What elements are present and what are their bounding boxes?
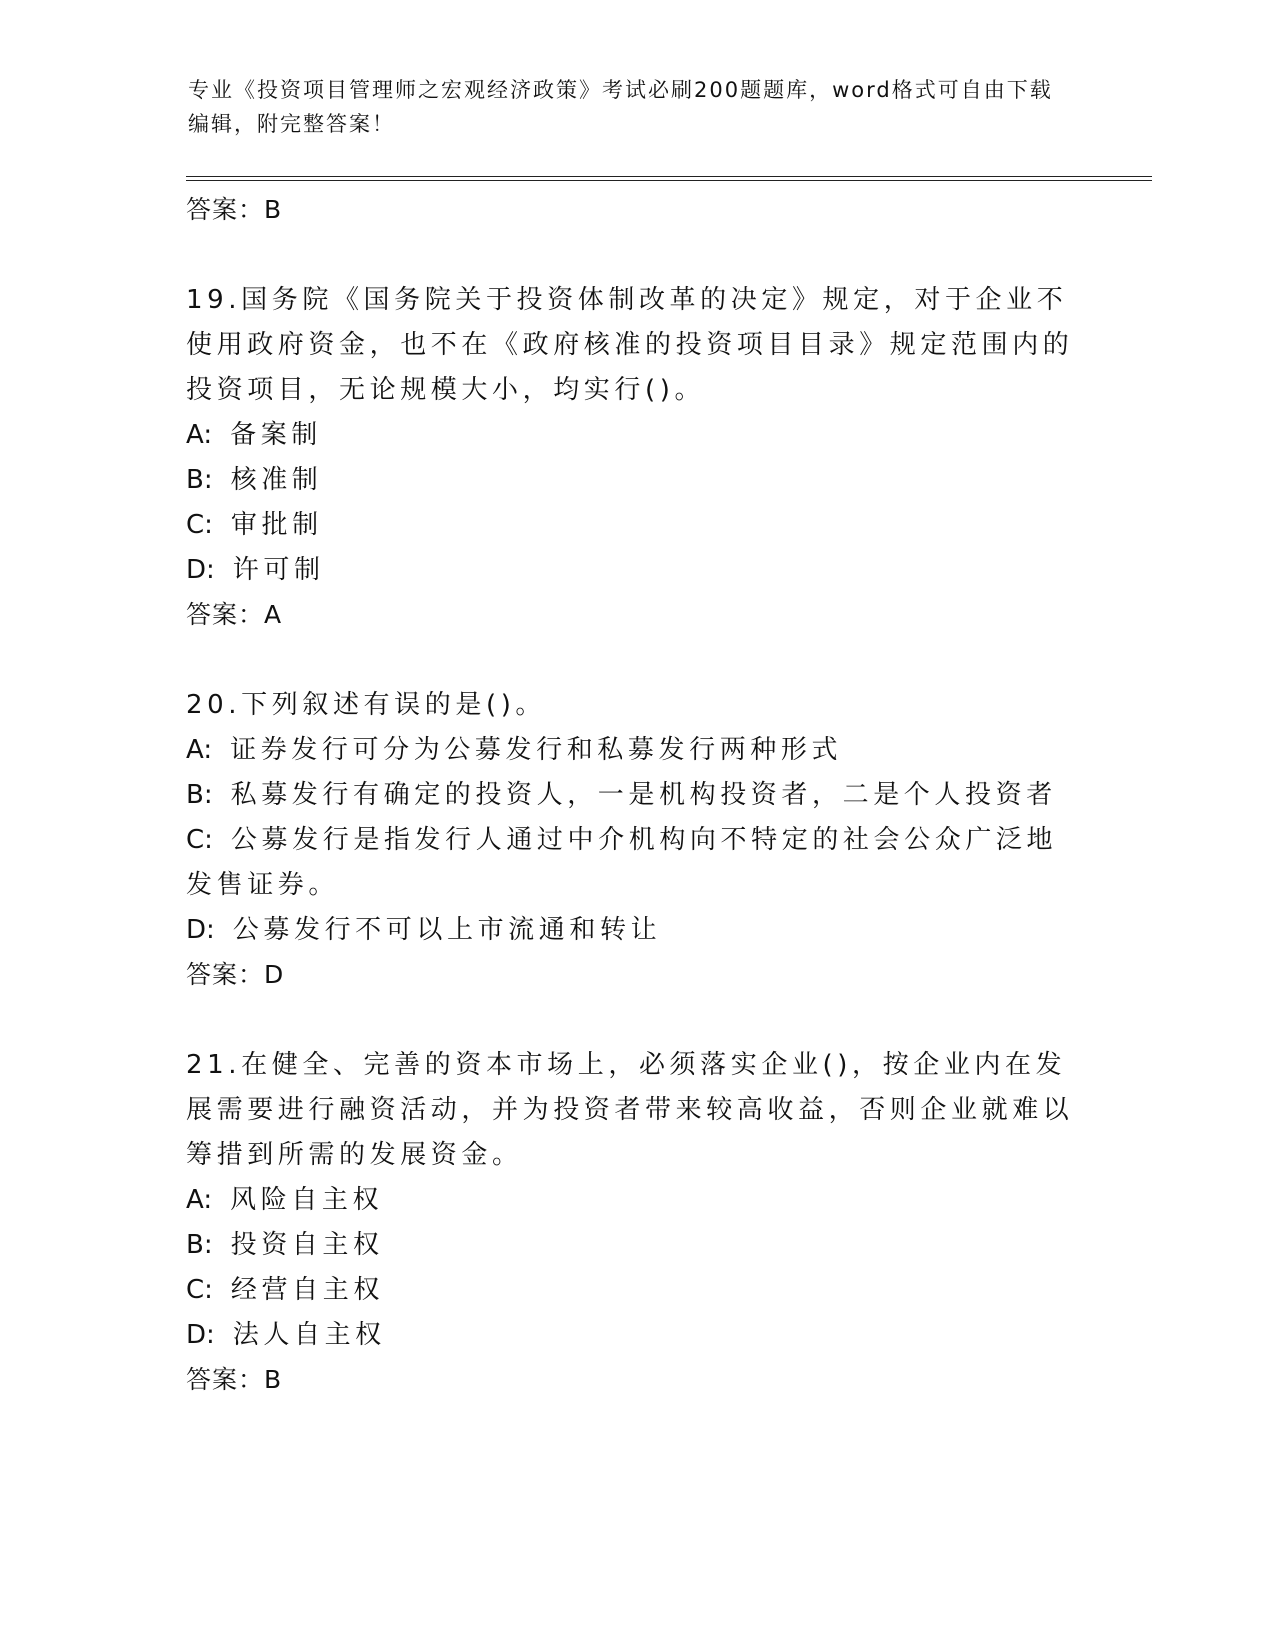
option-key: A:: [186, 1185, 213, 1215]
option-key: B:: [186, 780, 213, 810]
option-key: C:: [186, 825, 213, 855]
option-text: 公募发行是指发行人通过中介机构向不特定的社会公众广泛地发售证券。: [186, 825, 1058, 900]
document-body: [186, 188, 1086, 1402]
option-key: C:: [186, 1275, 213, 1305]
option-text: 经营自主权: [230, 1275, 384, 1305]
option-text: 法人自主权: [232, 1320, 386, 1350]
document-header: 专业《投资项目管理师之宏观经济政策》考试必刷200题题库，word格式可自由下载编辑，附完整答案！: [188, 78, 1053, 136]
option-d: [186, 1313, 1086, 1358]
option-text: 备案制: [230, 420, 322, 450]
option-c: [186, 818, 1086, 908]
option-text: 公募发行不可以上市流通和转让: [232, 915, 662, 945]
header-divider: [186, 176, 1152, 181]
option-text: 许可制: [232, 555, 325, 585]
option-key: D:: [186, 555, 215, 585]
option-key: A:: [186, 735, 213, 765]
option-c: [186, 503, 1086, 548]
question-20: [186, 683, 1086, 997]
option-a: [186, 1178, 1086, 1223]
answer-line: 答案：A: [186, 600, 283, 629]
answer-line: 答案：B: [186, 1365, 283, 1394]
option-text: 投资自主权: [230, 1230, 384, 1260]
option-text: 核准制: [230, 465, 323, 495]
option-key: D:: [186, 1320, 215, 1350]
question-text: 21.在健全、完善的资本市场上，必须落实企业()，按企业内在发展需要进行融资活动，并为投资者带来较高收益，否则企业就难以筹措到所需的发展资金。: [186, 1050, 1074, 1170]
question-21: [186, 1043, 1086, 1402]
question-text: 20.下列叙述有误的是()。: [186, 690, 547, 720]
option-key: B:: [186, 1230, 213, 1260]
option-a: [186, 413, 1086, 458]
option-text: 审批制: [230, 510, 323, 540]
option-key: B:: [186, 465, 213, 495]
answer-line: 答案：D: [186, 960, 285, 989]
option-a: [186, 728, 1086, 773]
option-text: 证券发行可分为公募发行和私募发行两种形式: [230, 735, 843, 765]
option-c: [186, 1268, 1086, 1313]
option-text: 风险自主权: [230, 1185, 384, 1215]
option-b: [186, 1223, 1086, 1268]
option-text: 私募发行有确定的投资人，一是机构投资者，二是个人投资者: [230, 780, 1057, 810]
option-key: A:: [186, 420, 213, 450]
answer-line: 答案：B: [186, 195, 283, 224]
option-d: [186, 548, 1086, 593]
option-b: [186, 458, 1086, 503]
option-d: [186, 908, 1086, 953]
option-key: C:: [186, 510, 213, 540]
question-text: 19.国务院《国务院关于投资体制改革的决定》规定，对于企业不使用政府资金，也不在《政府核准的投资项目目录》规定范围内的投资项目，无论规模大小，均实行()。: [186, 285, 1074, 405]
option-key: D:: [186, 915, 215, 945]
question-19: [186, 278, 1086, 637]
option-b: [186, 773, 1086, 818]
